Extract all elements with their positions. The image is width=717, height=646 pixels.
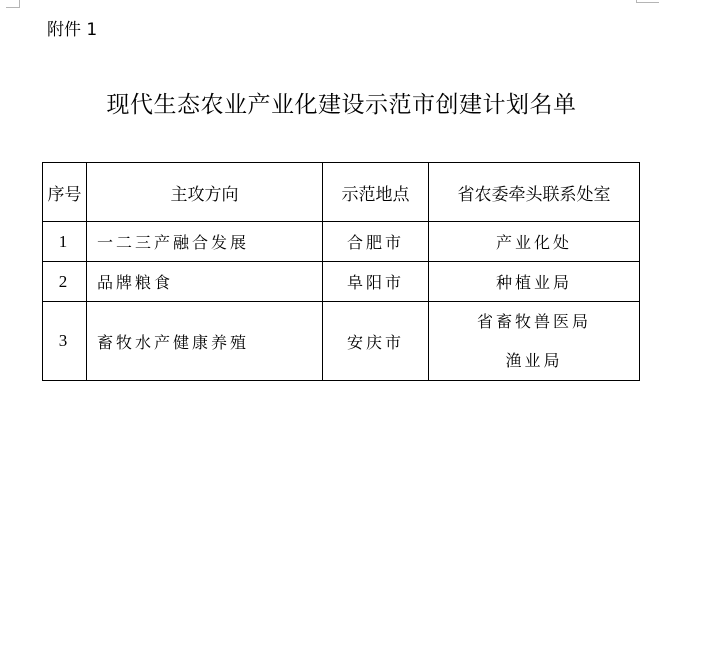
row-direction: 品牌粮食 — [87, 262, 323, 302]
document-title: 现代生态农业产业化建设示范市创建计划名单 — [106, 92, 577, 118]
table-row — [43, 222, 640, 262]
row-office: 省畜牧兽医局 — [476, 312, 591, 331]
row-direction: 一二三产融合发展 — [87, 222, 323, 262]
header-direction: 主攻方向 — [87, 163, 323, 222]
header-office: 省农委牵头联系处室 — [429, 163, 640, 222]
row-direction: 畜牧水产健康养殖 — [87, 302, 323, 381]
row-office: 种植业局 — [429, 262, 640, 302]
row-number: 3 — [43, 302, 87, 381]
row-location: 安庆市 — [323, 302, 429, 381]
row-number: 1 — [43, 222, 87, 262]
row-office: 产业化处 — [429, 222, 640, 262]
header-location: 示范地点 — [323, 163, 429, 222]
row-location: 合肥市 — [323, 222, 429, 262]
plan-table — [42, 162, 640, 381]
table-header-row — [43, 163, 640, 222]
table-row — [43, 262, 640, 302]
table-row — [43, 302, 640, 381]
row-number: 2 — [43, 262, 87, 302]
row-office: 渔业局 — [505, 351, 563, 370]
crop-mark-top-right — [636, 0, 659, 3]
row-office-cell — [429, 302, 640, 381]
crop-mark-top-left — [6, 0, 20, 8]
row-location: 阜阳市 — [323, 262, 429, 302]
attachment-label: 附件 1 — [47, 20, 98, 40]
header-number: 序号 — [43, 163, 87, 222]
